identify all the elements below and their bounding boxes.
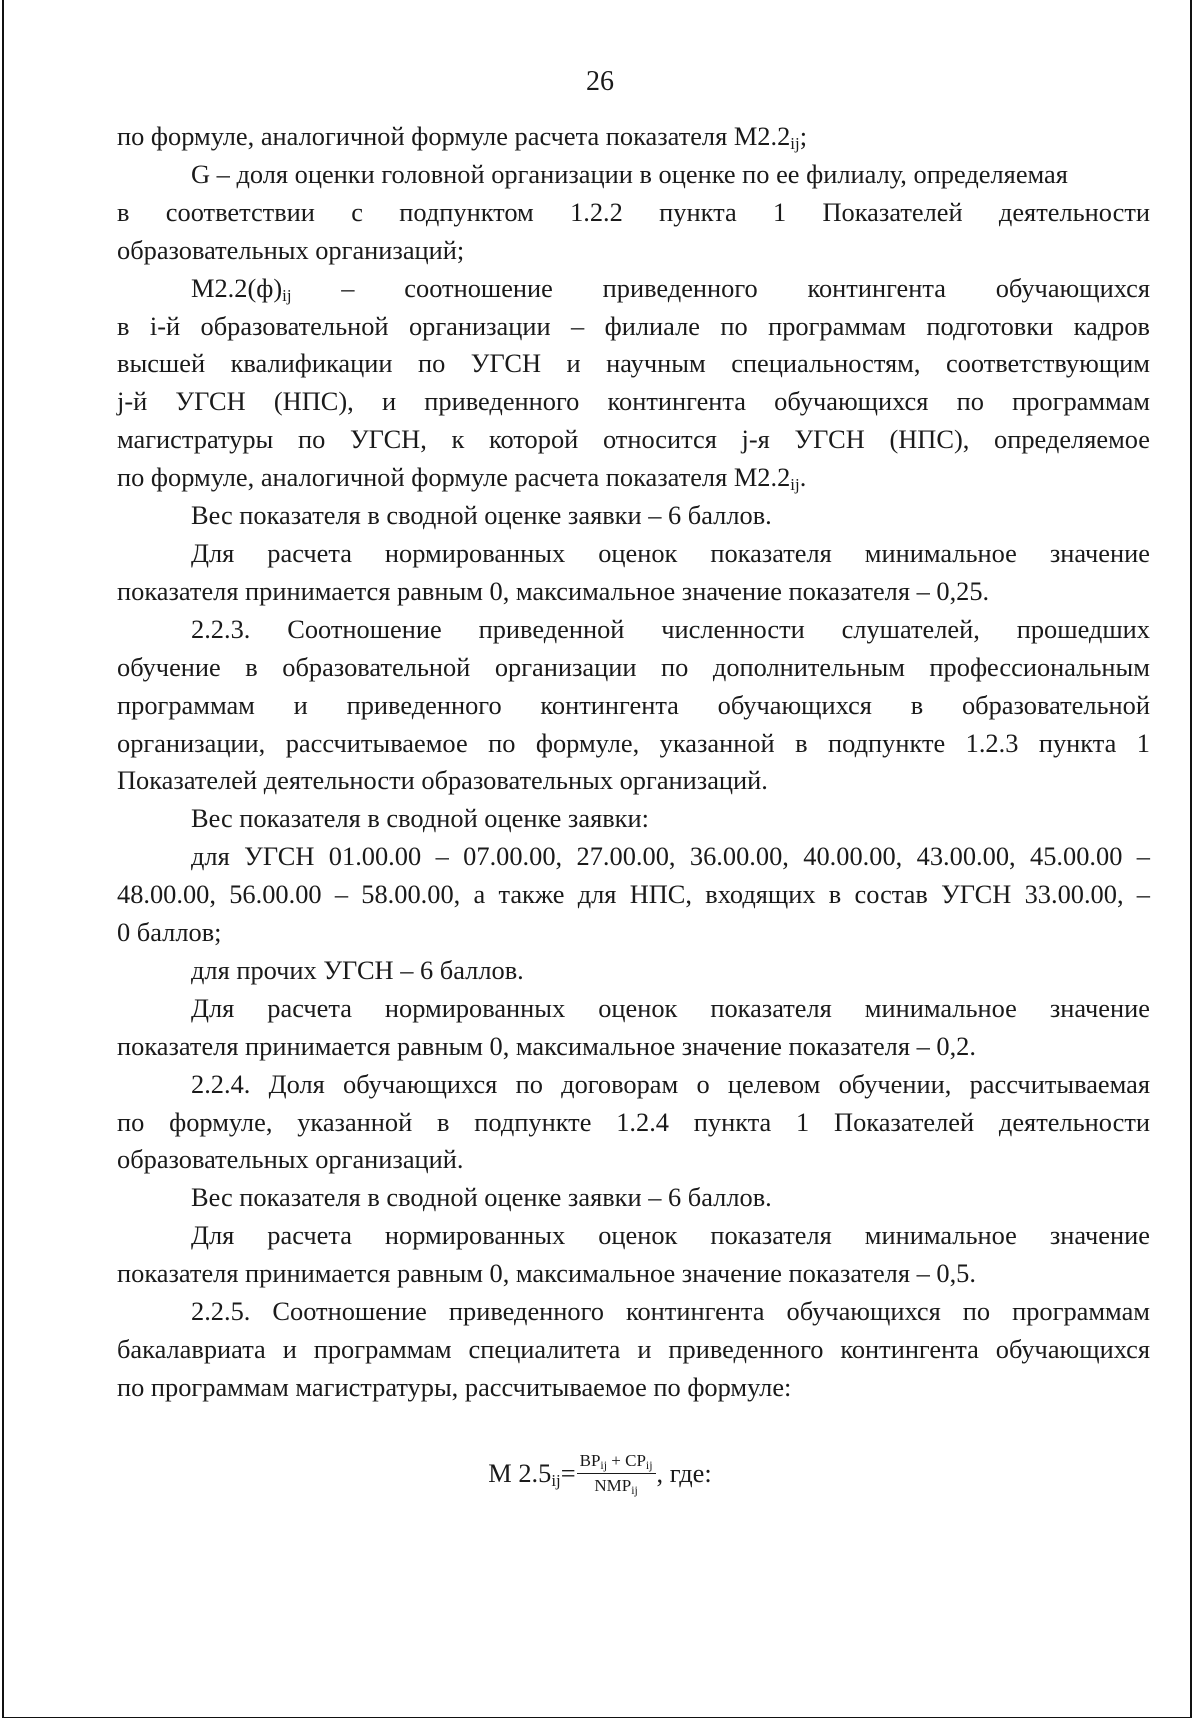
text-line: для УГСН 01.00.00 – 07.00.00, 27.00.00, 36.00.00, 40.00.00, 43.00.00, 45.00.00 –: [191, 841, 1150, 872]
text-line: бакалавриата и программам специалитета и приведенного контингента обучающихся: [117, 1334, 1150, 1364]
text-line: G – доля оценки головной организации в оценке по ее филиалу, определяемая: [191, 158, 1068, 189]
text-line: j-й УГСН (НПС), и приведенного контингента обучающихся по программам: [117, 386, 1150, 417]
text-line: по формуле, аналогичной формуле расчета показателя $M2.2_{ij}$.: [117, 462, 807, 495]
text-line: программам и приведенного контингента обучающихся в образовательной: [117, 689, 1150, 720]
formula-denominator: $NMP_{ij}$: [594, 1476, 638, 1497]
text-line: магистратуры по УГСН, к которой относится j-я УГСН (НПС), определяемое: [117, 424, 1150, 455]
text-line: образовательных организаций;: [117, 234, 465, 265]
text-line: в соответствии с подпунктом 1.2.2 пункта 1 Показателей деятельности: [117, 196, 1150, 227]
text-line: в i-й образовательной организации – филиале по программам подготовки кадров: [117, 310, 1150, 341]
text-line: высшей квалификации по УГСН и научным специальностям, соответствующим: [117, 348, 1150, 379]
formula-numerator: $BP_{ij} + CP_{ij}$: [577, 1450, 656, 1474]
text-line: организации, рассчитываемое по формуле, указанной в подпункте 1.2.3 пункта 1: [117, 727, 1150, 758]
text-line: обучение в образовательной организации по дополнительным профессиональным: [117, 651, 1150, 682]
text-line: для прочих УГСН – 6 баллов.: [191, 954, 524, 985]
text-line: Вес показателя в сводной оценке заявки:: [191, 803, 649, 834]
document-body: [117, 118, 1150, 1407]
text-line: по формуле, аналогичной формуле расчета показателя $M2.2_{ij}$;: [117, 121, 808, 153]
formula-lhs: M 2.5: [488, 1458, 552, 1488]
text-line: Вес показателя в сводной оценке заявки – 6 баллов.: [191, 500, 772, 531]
formula-tail: , где:: [656, 1458, 712, 1488]
text-line: Для расчета нормированных оценок показателя минимальное значение: [191, 1220, 1150, 1251]
text-line: по формуле, указанной в подпункте 1.2.4 пункта 1 Показателей деятельности: [117, 1106, 1150, 1137]
text-line: 2.2.3. Соотношение приведенной численности слушателей, прошедших: [191, 613, 1150, 644]
text-line: показателя принимается равным 0, максимальное значение показателя – 0,5.: [117, 1258, 976, 1289]
text-line: Для расчета нормированных оценок показателя минимальное значение: [191, 992, 1150, 1023]
text-line: образовательных организаций.: [117, 1144, 464, 1175]
text-line: Вес показателя в сводной оценке заявки – 6 баллов.: [191, 1182, 772, 1213]
page-number: 26: [586, 66, 614, 97]
text-line: 2.2.4. Доля обучающихся по договорам о целевом обучении, рассчитываемая: [191, 1068, 1150, 1099]
text-line: Для расчета нормированных оценок показателя минимальное значение: [191, 537, 1150, 568]
text-line: показателя принимается равным 0, максимальное значение показателя – 0,25.: [117, 575, 990, 606]
formula-m2-5: M $2.5_{ij}=$ $\frac{BP_{ij} + CP_{ij}}{NMP_{ij}}$ , где:: [488, 1451, 712, 1497]
text-line: 0 баллов;: [117, 917, 222, 948]
text-line: Показателей деятельности образовательных организаций.: [117, 765, 768, 796]
formula-fraction: [577, 1450, 656, 1497]
text-line: по программам магистратуры, рассчитываемое по формуле:: [117, 1371, 792, 1402]
text-line: $M2.2(ф)_{ij}$ – соотношение приведенного контингента обучающихся: [191, 272, 1150, 305]
text-line: 2.2.5. Соотношение приведенного контингента обучающихся по программам: [191, 1296, 1150, 1327]
text-line: показателя принимается равным 0, максимальное значение показателя – 0,2.: [117, 1030, 976, 1061]
text-line: 48.00.00, 56.00.00 – 58.00.00, а также для НПС, входящих в состав УГСН 33.00.00, –: [117, 879, 1150, 910]
